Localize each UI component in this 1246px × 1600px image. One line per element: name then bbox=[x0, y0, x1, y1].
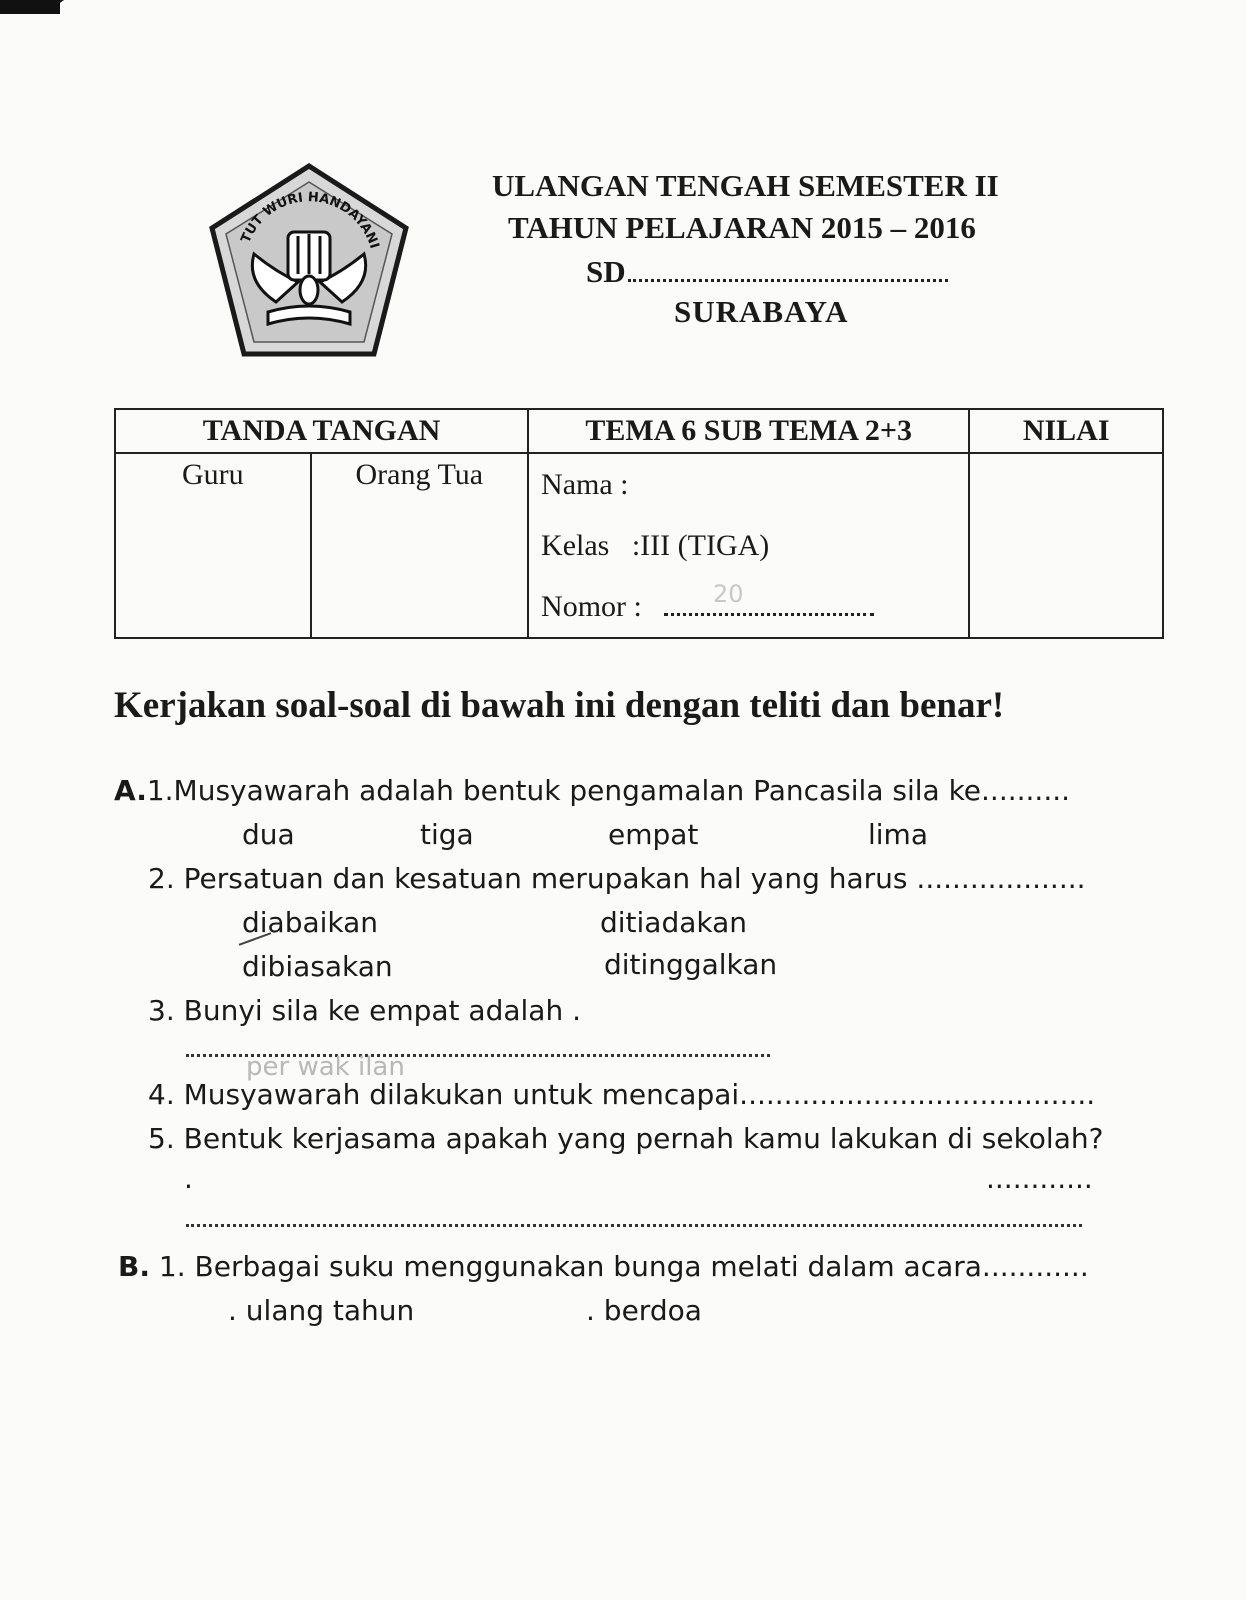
option-a2-4[interactable]: ditinggalkan bbox=[604, 948, 778, 981]
parent-signature-cell[interactable] bbox=[311, 453, 529, 638]
question-b1-text: 1. Berbagai suku menggunakan bunga melati dalam acara............ bbox=[158, 1250, 1089, 1283]
question-a2: 2. Persatuan dan kesatuan merupakan hal yang harus ................... bbox=[148, 862, 1086, 895]
number-value: 20 bbox=[713, 580, 744, 608]
score-cell[interactable] bbox=[969, 453, 1163, 638]
option-a1-2[interactable]: tiga bbox=[420, 818, 474, 851]
parent-label: Orang Tua bbox=[355, 458, 484, 491]
question-a1 bbox=[114, 774, 1070, 807]
answer-line-a5[interactable] bbox=[186, 1222, 1082, 1227]
class-value: :III (TIGA) bbox=[631, 529, 770, 562]
option-a2-2[interactable]: ditiadakan bbox=[600, 906, 748, 939]
theme-header: TEMA 6 SUB TEMA 2+3 bbox=[528, 409, 969, 453]
teacher-signature-cell[interactable] bbox=[115, 453, 311, 638]
question-a4: 4. Musyawarah dilakukan untuk mencapai........................................ bbox=[148, 1078, 1096, 1111]
school-line bbox=[586, 254, 948, 290]
question-a3: 3. Bunyi sila ke empat adalah . bbox=[148, 994, 582, 1027]
question-b1 bbox=[118, 1250, 1089, 1283]
teacher-label: Guru bbox=[181, 458, 244, 491]
school-label: SD bbox=[586, 254, 626, 289]
name-label: Nama : bbox=[541, 468, 629, 501]
class-field bbox=[541, 515, 968, 576]
option-a2-3[interactable]: dibiasakan bbox=[242, 950, 393, 983]
number-field[interactable] bbox=[541, 576, 968, 637]
score-header: NILAI bbox=[969, 409, 1163, 453]
answer-bullet-a5: . bbox=[184, 1162, 193, 1195]
school-name-blank[interactable] bbox=[628, 257, 948, 282]
number-blank bbox=[664, 593, 874, 616]
option-a1-1[interactable]: dua bbox=[242, 818, 295, 851]
option-a2-1[interactable]: diabaikan bbox=[242, 906, 379, 939]
svg-text:TUT WURI HANDAYANI: TUT WURI HANDAYANI bbox=[238, 190, 382, 251]
option-b1-1[interactable]: . ulang tahun bbox=[228, 1294, 415, 1327]
scan-mark-stroke bbox=[57, 0, 76, 4]
student-info-table bbox=[114, 408, 1164, 639]
answer-dots-a5: ............ bbox=[986, 1162, 1093, 1195]
section-a-label: A. bbox=[114, 774, 147, 807]
question-a1-text: 1.Musyawarah adalah bentuk pengamalan Pancasila sila ke.......... bbox=[146, 774, 1071, 807]
exam-title: ULANGAN TENGAH SEMESTER II bbox=[492, 168, 999, 203]
student-fields bbox=[528, 453, 969, 638]
option-a1-3[interactable]: empat bbox=[608, 818, 699, 851]
instruction: Kerjakan soal-soal di bawah ini dengan teliti dan benar! bbox=[114, 685, 1005, 726]
handwritten-answer-a3: per wak ilan bbox=[246, 1052, 405, 1082]
city: SURABAYA bbox=[674, 294, 849, 329]
signature-header: TANDA TANGAN bbox=[115, 409, 528, 453]
name-field[interactable] bbox=[541, 454, 968, 515]
option-b1-2[interactable]: . berdoa bbox=[586, 1294, 702, 1327]
option-a1-4[interactable]: lima bbox=[868, 818, 928, 851]
scan-mark bbox=[0, 0, 60, 14]
number-label: Nomor : bbox=[541, 590, 642, 623]
school-year: TAHUN PELAJARAN 2015 – 2016 bbox=[508, 210, 976, 245]
tut-wuri-handayani-logo bbox=[206, 162, 412, 362]
class-label: Kelas bbox=[541, 529, 610, 562]
question-a5: 5. Bentuk kerjasama apakah yang pernah kamu lakukan di sekolah? bbox=[148, 1122, 1104, 1155]
section-b-label: B. bbox=[118, 1250, 150, 1283]
